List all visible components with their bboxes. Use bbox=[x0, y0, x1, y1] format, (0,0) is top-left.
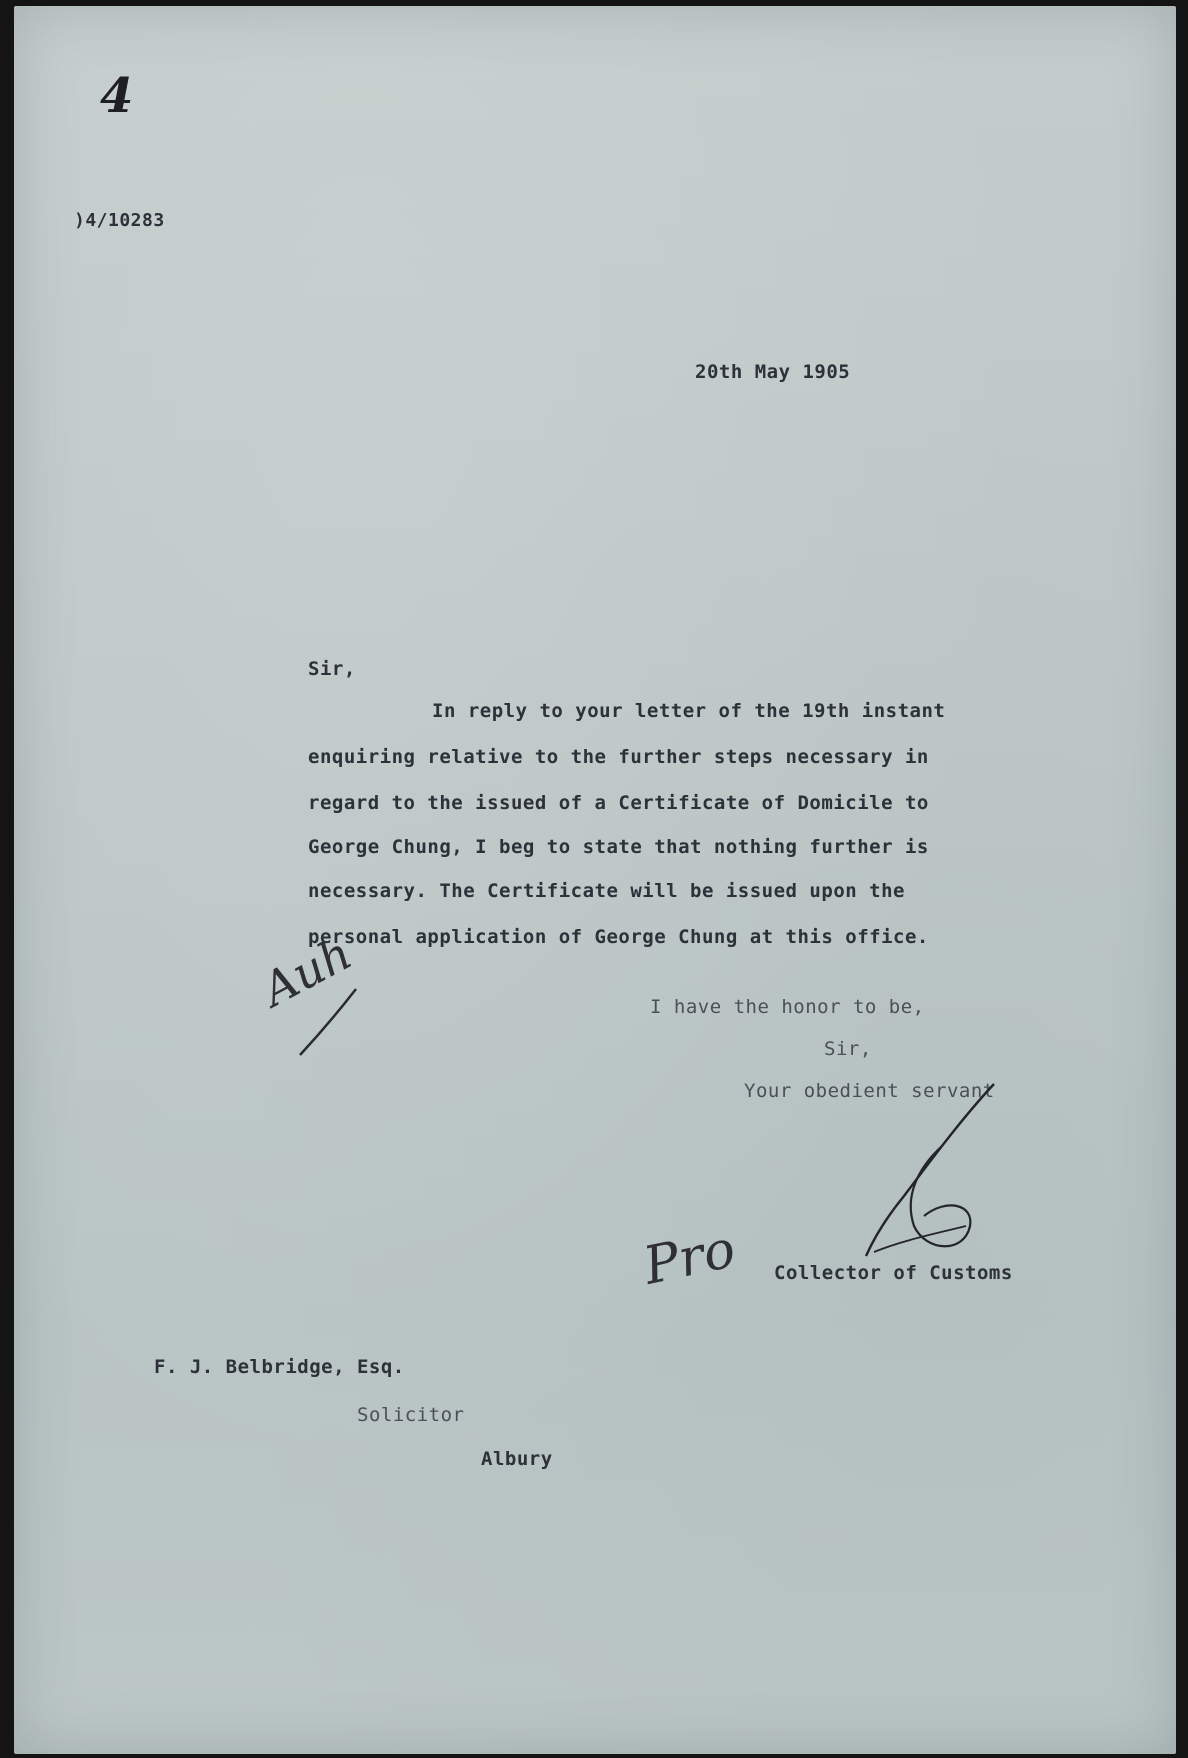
signature-scrawl-icon bbox=[814, 1076, 1014, 1276]
body-line-3: regard to the issued of a Certificate of Domicile to bbox=[308, 792, 929, 814]
body-line-5: necessary. The Certificate will be issued upon the bbox=[308, 880, 905, 902]
initials-stroke-icon bbox=[294, 981, 364, 1061]
body-line-4: George Chung, I beg to state that nothing further is bbox=[308, 836, 929, 858]
closing-line-3: Your obedient servant bbox=[744, 1080, 995, 1102]
letter-page bbox=[14, 6, 1176, 1754]
signature-title: Collector of Customs bbox=[774, 1262, 1013, 1284]
body-line-6: personal application of George Chung at this office. bbox=[308, 926, 929, 948]
closing-line-1: I have the honor to be, bbox=[650, 996, 925, 1018]
body-line-2: enquiring relative to the further steps necessary in bbox=[308, 746, 929, 768]
addressee-title: Solicitor bbox=[357, 1404, 465, 1426]
file-reference: )4/10283 bbox=[74, 210, 165, 231]
addressee-place: Albury bbox=[481, 1448, 553, 1470]
salutation: Sir, bbox=[308, 658, 356, 680]
body-line-1: In reply to your letter of the 19th instant bbox=[432, 700, 946, 722]
letter-date: 20th May 1905 bbox=[695, 361, 851, 383]
addressee-name: F. J. Belbridge, Esq. bbox=[154, 1356, 405, 1378]
folio-mark: 4 bbox=[100, 68, 134, 124]
closing-line-2: Sir, bbox=[824, 1038, 872, 1060]
margin-initials: Auh bbox=[253, 925, 361, 1017]
pro-annotation: Pro bbox=[638, 1219, 741, 1297]
